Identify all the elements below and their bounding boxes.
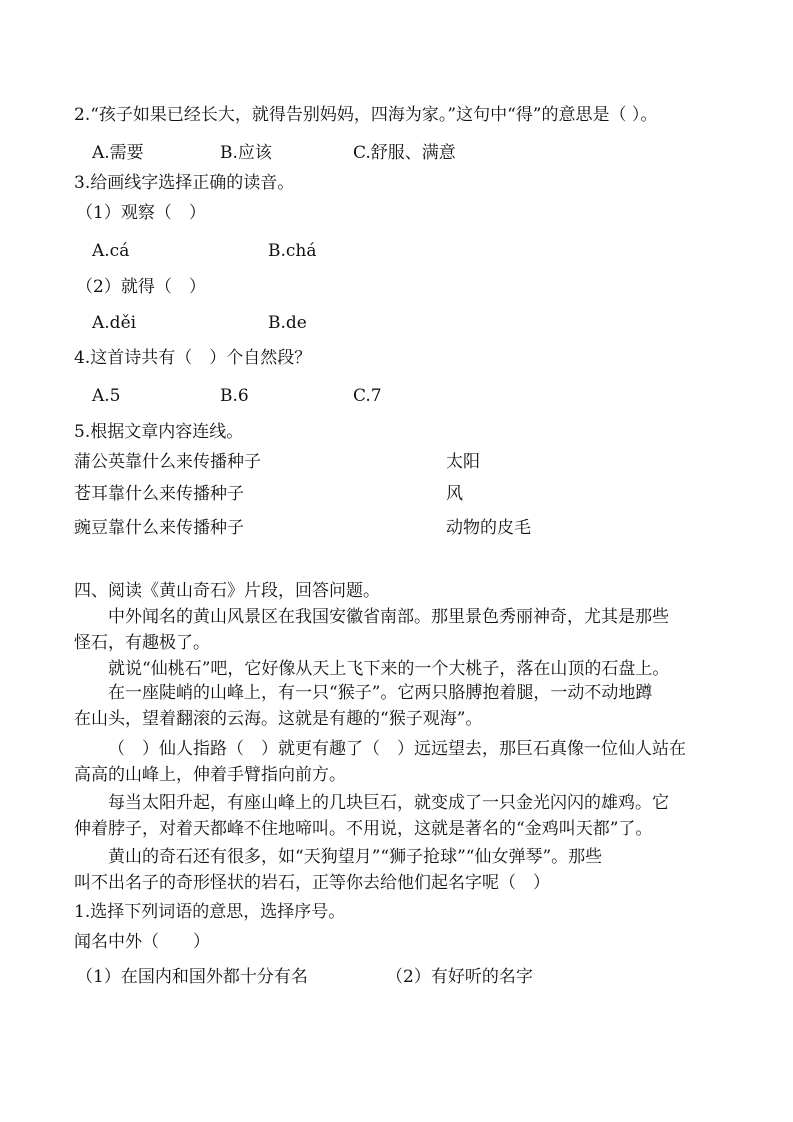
- s4-q1-option-2[interactable]: （2）有好听的名字: [386, 967, 533, 987]
- q5-left-item-1[interactable]: 蒲公英靠什么来传播种子: [74, 452, 261, 472]
- q2-option-b[interactable]: B.应该: [220, 143, 272, 163]
- passage-line-5: 在山头，望着翻滚的云海。这就是有趣的“猴子观海”。: [74, 709, 483, 729]
- q3-sub2-option-a[interactable]: A.děi: [92, 313, 137, 333]
- q3-sub2-stem: （2）就得（ ）: [76, 277, 206, 297]
- q5-stem: 5.根据文章内容连线。: [74, 422, 244, 442]
- q3-stem: 3.给画线字选择正确的读音。: [74, 173, 295, 193]
- q5-left-item-3[interactable]: 豌豆靠什么来传播种子: [74, 518, 244, 538]
- s4-q1-word: 闻名中外（ ）: [74, 932, 210, 952]
- passage-line-11: 叫不出名子的奇形怪状的岩石，正等你去给他们起名字呢（ ）: [74, 873, 550, 893]
- s4-q1-option-1[interactable]: （1）在国内和国外都十分有名: [76, 967, 308, 987]
- q5-left-item-2[interactable]: 苍耳靠什么来传播种子: [74, 484, 244, 504]
- q3-sub1-stem: （1）观察（ ）: [76, 203, 206, 223]
- q4-option-a[interactable]: A.5: [92, 386, 121, 406]
- q3-sub1-option-b[interactable]: B.chá: [268, 241, 317, 261]
- passage-line-2: 怪石，有趣极了。: [74, 633, 210, 653]
- passage-line-7: 高高的山峰上，伸着手臂指向前方。: [74, 765, 346, 785]
- passage-line-8: 每当太阳升起，有座山峰上的几块巨石，就变成了一只金光闪闪的雄鸡。它: [108, 793, 669, 813]
- passage-line-3: 就说“仙桃石”吧，它好像从天上飞下来的一个大桃子，落在山顶的石盘上。: [108, 659, 670, 679]
- passage-line-10: 黄山的奇石还有很多，如“天狗望月”“狮子抢球”“仙女弹琴”。那些: [108, 847, 603, 867]
- q4-option-b[interactable]: B.6: [220, 386, 249, 406]
- q2-stem: 2.“孩子如果已经长大，就得告别妈妈，四海为家。”这句中“得”的意思是（ ）。: [74, 105, 658, 125]
- q5-right-item-3[interactable]: 动物的皮毛: [446, 518, 531, 538]
- q2-option-c[interactable]: C.舒服、满意: [353, 143, 456, 163]
- passage-line-6: （ ）仙人指路（ ）就更有趣了（ ）远远望去，那巨石真像一位仙人站在: [108, 739, 686, 759]
- s4-q1-stem: 1.选择下列词语的意思，选择序号。: [74, 902, 346, 922]
- passage-line-4: 在一座陡峭的山峰上，有一只“猴子”。它两只胳膊抱着腿，一动不动地蹲: [108, 683, 653, 703]
- q2-option-a[interactable]: A.需要: [92, 143, 144, 163]
- q3-sub1-option-a[interactable]: A.cá: [92, 241, 130, 261]
- passage-line-9: 伸着脖子，对着天都峰不住地啼叫。不用说，这就是著名的“金鸡叫天都”了。: [74, 819, 653, 839]
- section4-title: 四、阅读《黄山奇石》片段，回答问题。: [74, 581, 380, 601]
- q5-right-item-2[interactable]: 风: [446, 484, 463, 504]
- q4-option-c[interactable]: C.7: [353, 386, 382, 406]
- q4-stem: 4.这首诗共有（ ）个自然段？: [74, 348, 312, 368]
- q5-right-item-1[interactable]: 太阳: [446, 452, 480, 472]
- passage-line-1: 中外闻名的黄山风景区在我国安徽省南部。那里景色秀丽神奇，尤其是那些: [108, 607, 669, 627]
- q3-sub2-option-b[interactable]: B.de: [268, 313, 307, 333]
